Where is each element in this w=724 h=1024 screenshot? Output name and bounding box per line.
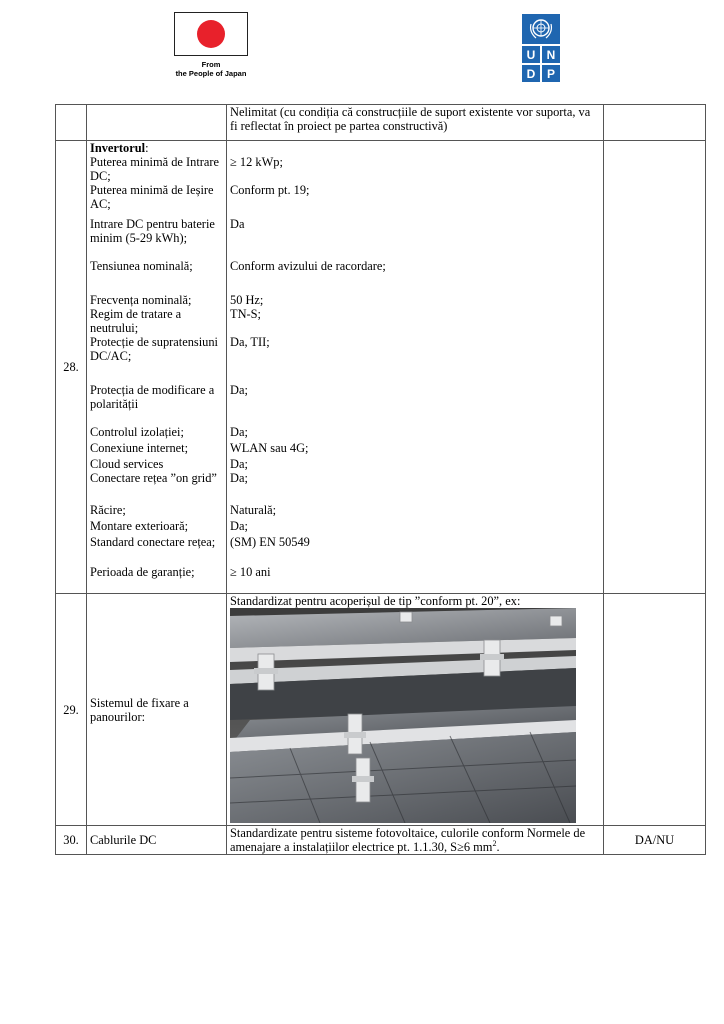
row-answer: DA/NU bbox=[604, 826, 706, 855]
param-name: Perioada de garanție; bbox=[90, 565, 195, 579]
param-value: Da; bbox=[230, 425, 248, 439]
param-name: Intrare DC pentru baterie minim (5-29 kWh); bbox=[90, 217, 215, 245]
param-name: Tensiunea nominală; bbox=[90, 259, 193, 273]
param-name: Răcire; bbox=[90, 503, 126, 517]
param-name: Puterea minimă de Ieșire AC; bbox=[90, 183, 214, 211]
param-name: Protecție de supratensiuni DC/AC; bbox=[90, 335, 219, 363]
param-name: Montare exterioară; bbox=[90, 519, 189, 533]
param-value: Conform avizului de racordare; bbox=[230, 259, 386, 273]
un-emblem-icon bbox=[522, 14, 560, 44]
undp-letter-u: U bbox=[522, 46, 540, 63]
param-value: Da; bbox=[230, 457, 248, 471]
japan-logo bbox=[161, 12, 261, 78]
inverter-parameters: Invertorul: Puterea minimă de Intrare DC; Puterea minimă de Ieșire AC; Intrare DC pentru baterie minim (5-29 kWh); Tensiunea nominală; Frecvența nominală; Regim de tratare a neutrului; Protecție de supratensiuni DC/AC; Protecția de modificare a polarității Controlul izolației; Conexiune internet; Cloud services Conectare rețea ”on grid” Răcire; Montare exterioară; Standard conectare rețea; Perioada de garanție; bbox=[87, 141, 227, 594]
mounting-description: Standardizat pentru acoperișul de tip ”conform pt. 20”, ex: bbox=[230, 594, 521, 608]
row-name: Cablurile DC bbox=[87, 826, 227, 855]
undp-letter-d: D bbox=[522, 65, 540, 82]
param-value: TN-S; bbox=[230, 307, 261, 321]
param-value: Conform pt. 19; bbox=[230, 183, 310, 197]
param-value: (SM) EN 50549 bbox=[230, 535, 310, 549]
undp-letter-n: N bbox=[542, 46, 560, 63]
param-value: Naturală; bbox=[230, 503, 277, 517]
japan-caption: From the People of Japan bbox=[175, 60, 247, 78]
param-name: Frecvența nominală; bbox=[90, 293, 192, 307]
specification-table bbox=[55, 104, 706, 855]
param-value: 50 Hz; bbox=[230, 293, 264, 307]
param-name: Conectare rețea ”on grid” bbox=[90, 471, 217, 485]
row-answer bbox=[604, 105, 706, 141]
row-value bbox=[227, 594, 604, 826]
row-value: Standardizate pentru sisteme fotovoltaice, culorile conform Normele de amenajare a instalațiilor electrice pt. 1.1.30, S≥6 $mm^2$. bbox=[227, 826, 604, 855]
row-number: 29. bbox=[56, 594, 87, 826]
table-row-30 bbox=[56, 826, 706, 855]
param-name: Cloud services bbox=[90, 457, 164, 471]
undp-logo bbox=[522, 14, 560, 82]
row-name: Sistemul de fixare a panourilor: bbox=[87, 594, 227, 826]
row-answer bbox=[604, 594, 706, 826]
param-value: Da bbox=[230, 217, 245, 231]
param-value: Da; bbox=[230, 383, 248, 397]
param-name: Regim de tratare a neutrului; bbox=[90, 307, 182, 335]
param-value: WLAN sau 4G; bbox=[230, 441, 309, 455]
row-value: Nelimitat (cu condiția că construcțiile de suport existente vor suporta, va fi reflectat în proiect pe partea constructivă) bbox=[227, 105, 604, 141]
table-row-27 bbox=[56, 105, 706, 141]
mounting-system-photo bbox=[230, 608, 576, 823]
undp-letter-p: P bbox=[542, 65, 560, 82]
row-number bbox=[56, 105, 87, 141]
param-name: Controlul izolației; bbox=[90, 425, 184, 439]
param-name: Protecția de modificare a polarității bbox=[90, 383, 215, 411]
param-value: Da; bbox=[230, 519, 248, 533]
param-value: Da, TII; bbox=[230, 335, 270, 349]
inverter-values bbox=[227, 141, 604, 594]
row-answer bbox=[604, 141, 706, 594]
table-row-28 bbox=[56, 141, 706, 594]
param-value: ≥ 12 kWp; bbox=[230, 155, 283, 169]
param-name: Puterea minimă de Intrare DC; bbox=[90, 155, 220, 183]
param-name: Standard conectare rețea; bbox=[90, 535, 216, 549]
param-value: Da; bbox=[230, 471, 248, 485]
param-value: ≥ 10 ani bbox=[230, 565, 271, 579]
row-number: 28. bbox=[56, 141, 87, 594]
table-row-29 bbox=[56, 594, 706, 826]
inverter-title: Invertorul bbox=[90, 141, 146, 155]
japan-flag-icon bbox=[174, 12, 248, 56]
row-name bbox=[87, 105, 227, 141]
param-name: Conexiune internet; bbox=[90, 441, 189, 455]
row-number: 30. bbox=[56, 826, 87, 855]
